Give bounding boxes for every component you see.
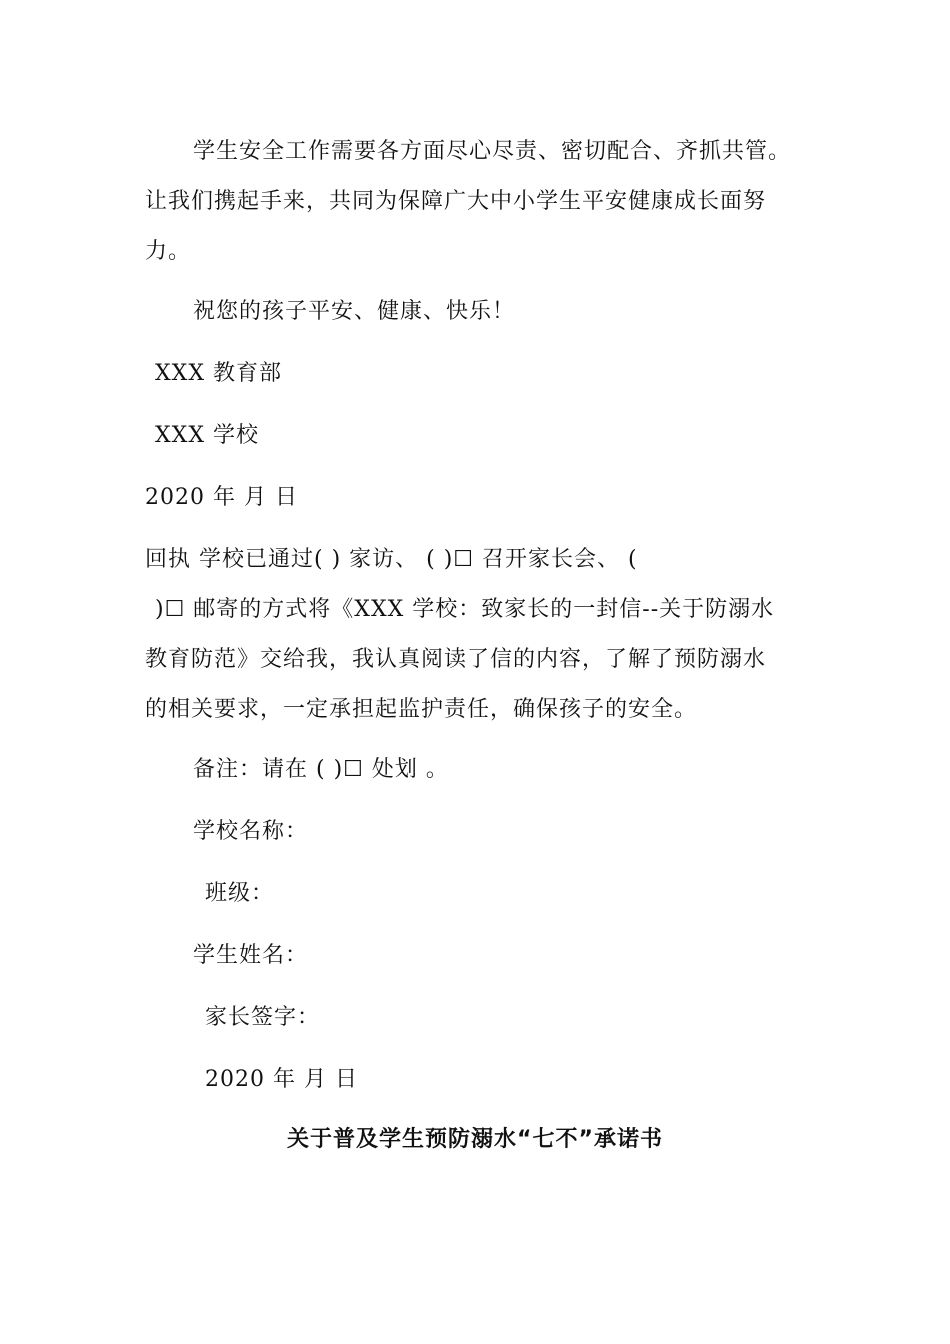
letter-paragraph-line: 让我们携起手来，共同为保障广大中小学生平安健康成长面努 bbox=[145, 189, 767, 214]
receipt-note: 备注：请在 ( )☐ 处划 。 bbox=[193, 757, 449, 782]
receipt-line: 的相关要求，一定承担起监护责任，确保孩子的安全。 bbox=[145, 697, 698, 722]
letter-date: 2020 年 月 日 bbox=[145, 485, 298, 510]
school-name-label: 学校名称： bbox=[193, 819, 309, 844]
receipt-line: 教育防范》交给我，我认真阅读了信的内容，了解了预防溺水 bbox=[145, 647, 767, 672]
letter-wish: 祝您的孩子平安、健康、快乐！ bbox=[193, 299, 516, 324]
parent-signature-label: 家长签字： bbox=[205, 1005, 321, 1030]
receipt-date: 2020 年 月 日 bbox=[205, 1067, 358, 1092]
letter-paragraph-line: 学生安全工作需要各方面尽心尽责、密切配合、齐抓共管。 bbox=[193, 139, 792, 164]
receipt-line: )☐ 邮寄的方式将《XXX 学校：致家长的一封信--关于防溺水 bbox=[155, 597, 775, 622]
letter-paragraph-line: 力。 bbox=[145, 239, 192, 264]
receipt-line: 回执 学校已通过( ) 家访、 ( )☐ 召开家长会、 ( bbox=[145, 547, 638, 572]
sender-education-bureau: XXX 教育部 bbox=[155, 361, 282, 386]
sender-school: XXX 学校 bbox=[155, 423, 259, 448]
class-label: 班级： bbox=[205, 881, 275, 906]
student-name-label: 学生姓名： bbox=[193, 943, 309, 968]
next-section-title: 关于普及学生预防溺水“七不”承诺书 bbox=[287, 1127, 663, 1152]
